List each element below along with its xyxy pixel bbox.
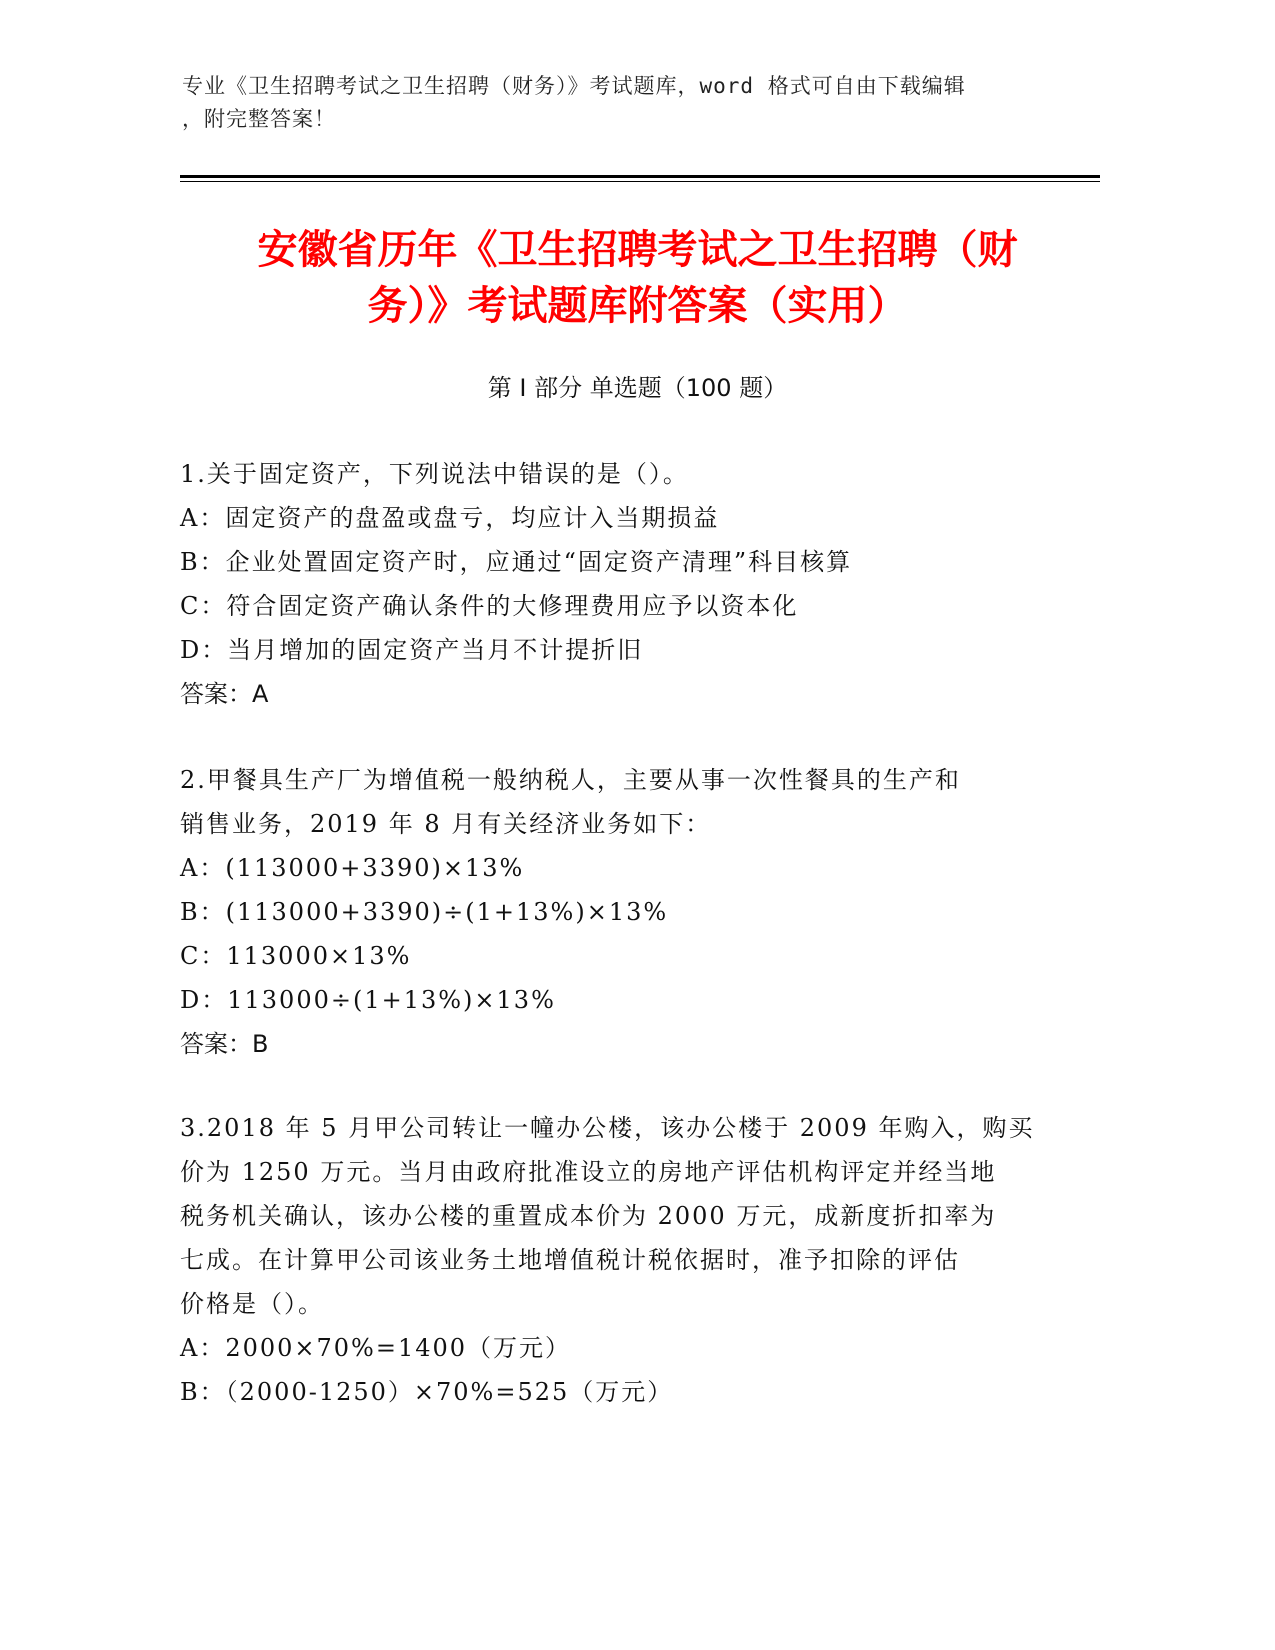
section-heading: 第 I 部分 单选题（100 题） [487,374,788,402]
question-stem-line: 价格是（）。 [180,1290,324,1318]
option-a: A：固定资产的盘盈或盘亏，均应计入当期损益 [180,504,720,532]
question-stem-line: 2.甲餐具生产厂为增值税一般纳税人，主要从事一次性餐具的生产和 [180,766,961,794]
question-stem-line: 销售业务，2019 年 8 月有关经济业务如下： [180,810,712,838]
header-note-line-2: ，附完整答案！ [182,107,336,131]
option-d: D：113000÷(1+13%)×13% [180,986,556,1014]
document-title-line-1: 安徽省历年《卫生招聘考试之卫生招聘（财 [257,227,1018,273]
header-note [182,70,1082,136]
header-divider-thick [180,175,1100,178]
question-3 [180,1106,1060,1414]
question-stem-line: 税务机关确认，该办公楼的重置成本价为 2000 万元，成新度折扣率为 [180,1202,997,1230]
option-c: C：符合固定资产确认条件的大修理费用应予以资本化 [180,592,799,620]
answer-label: 答案：A [180,680,269,708]
header-divider-thin [180,181,1100,182]
option-a: A：2000×70%=1400（万元） [180,1334,572,1362]
option-b: B：企业处置固定资产时，应通过“固定资产清理”科目核算 [180,548,853,576]
option-d: D：当月增加的固定资产当月不计提折旧 [180,636,644,664]
option-c: C：113000×13% [180,942,412,970]
document-title [150,222,1125,334]
question-stem-line: 1.关于固定资产，下列说法中错误的是（）。 [180,460,689,488]
question-stem-line: 价为 1250 万元。当月由政府批准设立的房地产评估机构评定并经当地 [180,1158,997,1186]
option-a: A：(113000+3390)×13% [180,854,525,882]
option-b: B：（2000-1250）×70%=525（万元） [180,1378,674,1406]
answer-label: 答案：B [180,1030,269,1058]
question-2 [180,758,1060,1066]
document-title-line-2: 务）》考试题库附答案（实用） [367,283,908,329]
question-1 [180,452,1060,716]
question-stem-line: 七成。在计算甲公司该业务土地增值税计税依据时，准予扣除的评估 [180,1246,960,1274]
question-stem-line: 3.2018 年 5 月甲公司转让一幢办公楼，该办公楼于 2009 年购入，购买 [180,1114,1035,1142]
option-b: B：(113000+3390)÷(1+13%)×13% [180,898,669,926]
header-note-line-1: 专业《卫生招聘考试之卫生招聘（财务）》考试题库，word 格式可自由下载编辑 [182,74,966,98]
